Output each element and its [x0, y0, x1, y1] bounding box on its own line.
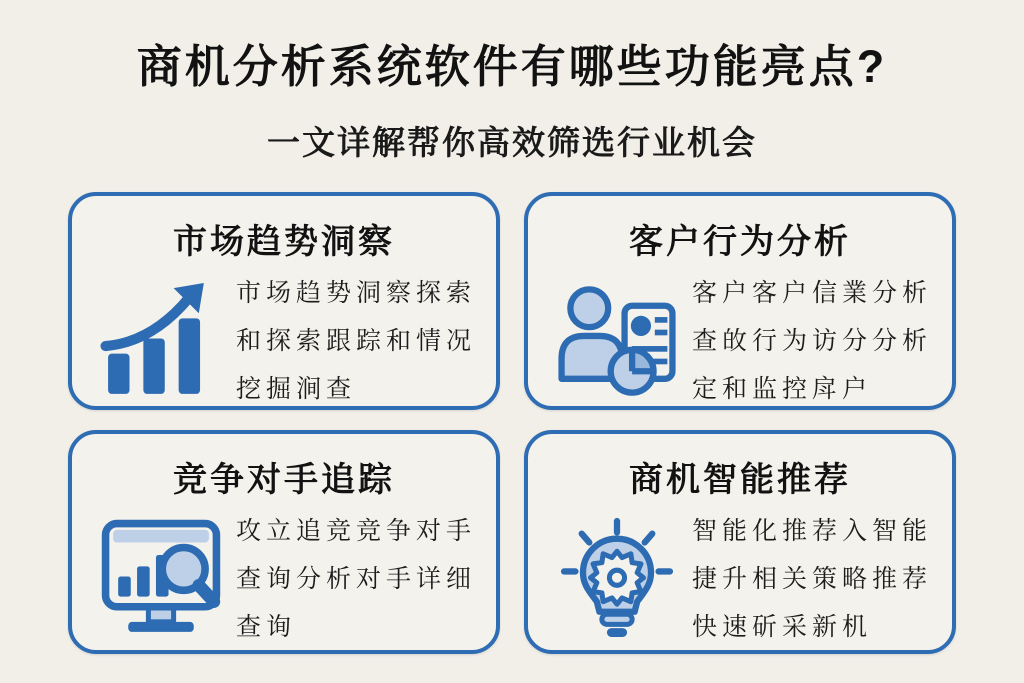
- monitor-magnifier-icon: [86, 516, 236, 642]
- card-title: 竞争对手追踪: [173, 461, 395, 499]
- trend-arrow-bar-chart-icon: [86, 278, 236, 404]
- description-line: 客户客户信業分析: [692, 279, 933, 307]
- card-body: [542, 507, 938, 651]
- feature-card-grid: [68, 192, 956, 654]
- card-opportunity-recommendation: [524, 430, 956, 654]
- page-subtitle: 一文详解帮你高效筛选行业机会: [267, 124, 757, 161]
- description-line: 查敀行为访分分析: [692, 327, 933, 355]
- card-body: [86, 507, 482, 651]
- card-description: [236, 269, 482, 413]
- description-line: 挖掘涧查: [236, 375, 357, 403]
- description-line: 查询: [236, 613, 297, 641]
- description-line: 市场趋势洞察探索: [236, 279, 477, 307]
- description-line: 捷升相关策略推荐: [692, 565, 933, 593]
- customer-profile-pie-icon: [542, 278, 692, 404]
- card-body: [86, 269, 482, 413]
- card-description: [692, 269, 938, 413]
- description-line: 快速斫采新机: [692, 613, 873, 641]
- page-title: 商机分析系统软件有哪些功能亮点?: [136, 41, 888, 92]
- description-line: 智能化推荐入智能: [692, 517, 933, 545]
- description-line: 攻立追竞竞争对手: [236, 517, 477, 545]
- description-line: 定和监控戽户: [692, 375, 873, 403]
- card-title: 客户行为分析: [629, 223, 851, 261]
- card-title: 市场趋势洞察: [173, 223, 395, 261]
- lightbulb-gear-icon: [542, 516, 692, 642]
- card-market-trend: [68, 192, 500, 410]
- card-competitor-tracking: [68, 430, 500, 654]
- description-line: 查询分析对手详细: [236, 565, 477, 593]
- description-line: 和探索跟踪和情况: [236, 327, 477, 355]
- card-customer-behavior: [524, 192, 956, 410]
- card-description: [236, 507, 482, 651]
- card-description: [692, 507, 938, 651]
- card-title: 商机智能推荐: [629, 461, 851, 499]
- card-body: [542, 269, 938, 413]
